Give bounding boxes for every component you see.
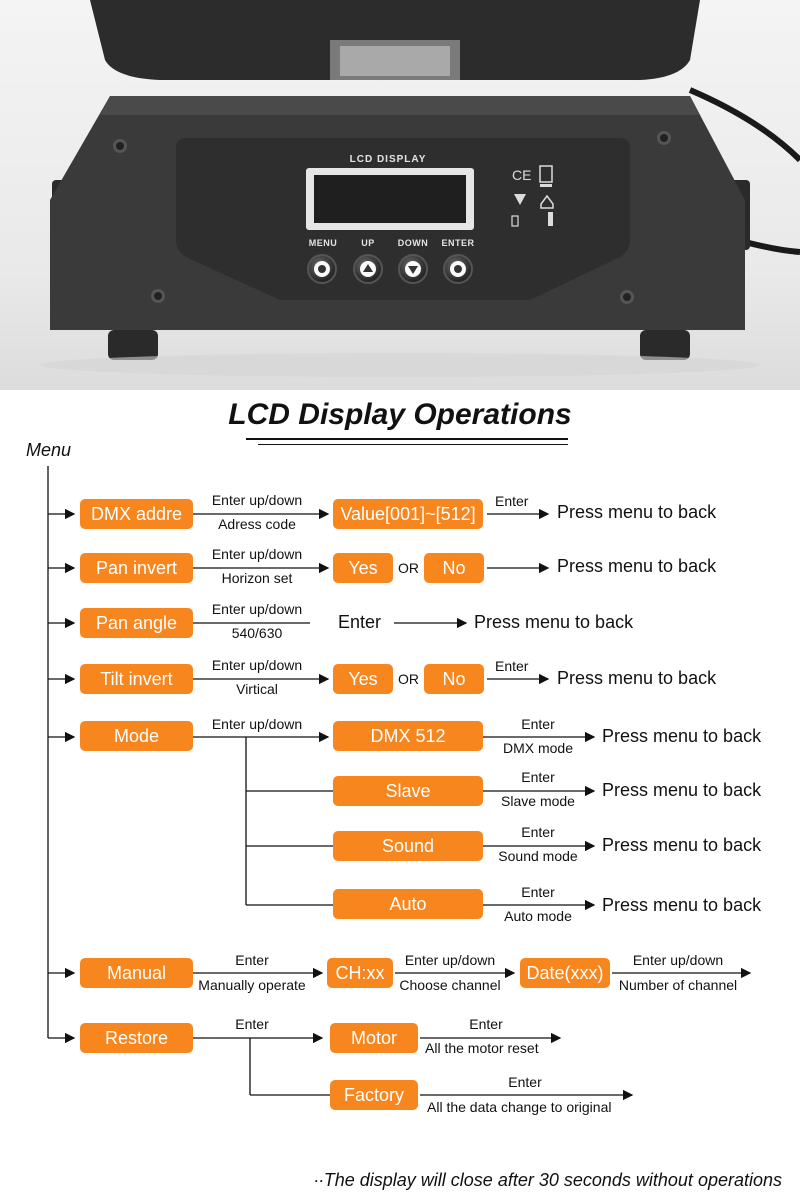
mode-auto-enter-label: Enter	[521, 884, 555, 900]
enter-button-label: ENTER	[441, 238, 475, 248]
pan-invert-or-label: OR	[398, 560, 419, 576]
manual-date-box: Date(xxx)	[520, 958, 610, 988]
restore-motor-enter-label: Enter	[469, 1016, 503, 1032]
tilt-invert-back-label: Press menu to back	[557, 668, 717, 688]
mode-dmx512-back-label: Press menu to back	[602, 726, 762, 746]
mode-sound-back-label: Press menu to back	[602, 835, 762, 855]
pan-invert-arrow-bottom-label: Horizon set	[221, 570, 293, 586]
pan-invert-box: Pan invert	[80, 553, 193, 583]
pan-angle-arrow-bottom-label: 540/630	[231, 625, 283, 641]
up-button-label: UP	[361, 238, 375, 248]
mode-auto-sub-label: Auto mode	[504, 908, 572, 924]
mode-slave-enter-label: Enter	[521, 769, 555, 785]
mode-sound-enter-label: Enter	[521, 824, 555, 840]
restore-factory-sub-label: All the data change to original	[427, 1099, 612, 1115]
mode-arrow-top-label: Enter up/down	[211, 716, 303, 732]
manual-channel-bottom-label: Choose channel	[399, 977, 501, 993]
mode-dmx512-sub-label: DMX mode	[502, 740, 574, 756]
tilt-invert-yes-box: Yes	[333, 664, 393, 694]
pan-invert-back-label: Press menu to back	[557, 556, 717, 576]
dmx-arrow-bottom-label: Adress code	[218, 516, 296, 532]
footer-note: ∙∙The display will close after 30 seconds without operations	[313, 1170, 782, 1190]
svg-text:CE: CE	[512, 167, 532, 183]
pan-invert-no-box: No	[424, 553, 484, 583]
manual-channel-box: CH:xx	[327, 958, 393, 988]
tilt-invert-no-box: No	[424, 664, 484, 694]
restore-motor-sub-label: All the motor reset	[425, 1040, 539, 1056]
tilt-invert-enter-label: Enter	[495, 658, 529, 674]
down-button-label: DOWN	[397, 238, 429, 248]
dmx-enter-label: Enter	[495, 493, 529, 509]
menu-root-label: Menu	[26, 440, 72, 460]
manual-channel-top-label: Enter up/down	[404, 952, 496, 968]
mode-box: Mode	[80, 721, 193, 751]
pan-invert-yes-box: Yes	[333, 553, 393, 583]
manual-date-top-label: Enter up/down	[632, 952, 724, 968]
mode-slave-sub-label: Slave mode	[501, 793, 575, 809]
manual-sub-label: Manually operate	[198, 977, 306, 993]
manual-enter-label: Enter	[235, 952, 269, 968]
manual-date-bottom-label: Number of channel	[618, 977, 738, 993]
mode-auto-box: Auto	[333, 889, 483, 919]
tilt-invert-or-label: OR	[398, 671, 419, 687]
pan-angle-back-label: Press menu to back	[474, 612, 634, 632]
pan-invert-arrow-top-label: Enter up/down	[211, 546, 303, 562]
restore-motor-box: Motor	[330, 1023, 418, 1053]
tilt-invert-arrow-bottom-label: Virtical	[236, 681, 278, 697]
pan-angle-box: Pan angle	[80, 608, 193, 638]
mode-dmx512-enter-label: Enter	[521, 716, 555, 732]
restore-box: Restore	[80, 1023, 193, 1053]
mode-sound-sub-label: Sound mode	[498, 848, 578, 864]
tilt-invert-arrow-top-label: Enter up/down	[211, 657, 303, 673]
dmx-value-box: Value[001]~[512]	[333, 499, 483, 529]
page-title: LCD Display Operations	[228, 398, 572, 431]
mode-auto-back-label: Press menu to back	[602, 895, 762, 915]
restore-enter-label: Enter	[235, 1016, 269, 1032]
tilt-invert-box: Tilt invert	[80, 664, 193, 694]
pan-angle-arrow-top-label: Enter up/down	[211, 601, 303, 617]
manual-box: Manual	[80, 958, 193, 988]
pan-angle-enter-label: Enter	[338, 612, 382, 632]
mode-dmx512-box: DMX 512	[333, 721, 483, 751]
mode-slave-box: Slave	[333, 776, 483, 806]
restore-factory-enter-label: Enter	[508, 1074, 542, 1090]
mode-slave-back-label: Press menu to back	[602, 780, 762, 800]
menu-button-label: MENU	[308, 238, 338, 248]
restore-factory-box: Factory	[330, 1080, 418, 1110]
lcd-display-label: LCD DISPLAY	[349, 154, 427, 165]
dmx-arrow-top-label: Enter up/down	[211, 492, 303, 508]
dmx-back-label: Press menu to back	[557, 502, 717, 522]
dmx-address-box: DMX addre	[80, 499, 193, 529]
mode-sound-box: Sound	[333, 831, 483, 861]
